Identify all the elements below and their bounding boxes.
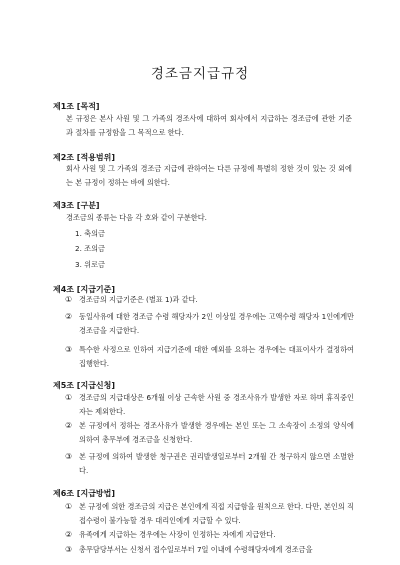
article-4-item-mark: ②	[65, 312, 73, 321]
article-5-heading: 제5조 [지급신청]	[53, 381, 116, 390]
article-4-item-text: 경조금의 지급기준은 (별표 1)과 같다.	[79, 295, 198, 304]
article-3-list-item: 1. 축의금	[75, 229, 105, 238]
article-5-item-mark: ②	[65, 421, 73, 430]
article-3-list-item: 3. 위로금	[75, 260, 105, 269]
article-1-heading: 제1조 [목적]	[53, 102, 100, 111]
document-title: 경조금지급규정	[150, 66, 250, 82]
article-2-heading: 제2조 [적용범위]	[53, 153, 116, 162]
article-5-item-text: 본 규정에서 정하는 경조사유가 발생한 경우에는 본인 또는 그 소속장이 소정의 양식에 의하여 총무부에 경조금을 신청한다.	[79, 421, 354, 444]
article-6-item-mark: ③	[65, 545, 73, 554]
article-5-item-mark: ③	[65, 452, 73, 461]
article-6-item-text: 본 규정에 의한 경조금의 지급은 본인에게 직접 지급함을 원칙으로 한다. 다만, 본인의 직접수령이 불가능할 경우 대리인에게 지급할 수 있다.	[79, 502, 354, 525]
article-6-item-mark: ①	[65, 502, 73, 511]
article-4-item-mark: ①	[65, 295, 73, 304]
article-2-text: 회사 사원 및 그 가족의 경조금 지급에 관하여는 다른 규정에 특별히 정한 것이 있는 것 외에는 본 규정이 정하는 바에 의한다.	[66, 164, 352, 187]
article-6-item-text: 유족에게 지급하는 경우에는 사장이 인정하는 자에게 지급한다.	[79, 530, 276, 539]
article-6-heading: 제6조 [지급방법]	[53, 489, 116, 498]
article-3-list-item: 2. 조의금	[75, 244, 105, 253]
article-4-heading: 제4조 [지급기준]	[53, 285, 116, 294]
article-6-item-mark: ②	[65, 530, 73, 539]
article-5-item-text: 본 규정에 의하여 발생한 청구권은 권리발생일로부터 2개월 간 청구하지 않으면 소멸한다.	[79, 452, 354, 475]
article-1-text: 본 규정은 본사 사원 및 그 가족의 경조사에 대하여 회사에서 지급하는 경조금에 관한 기준과 절차를 규정함을 그 목적으로 한다.	[66, 114, 352, 137]
article-6-item-text: 총무담당부서는 신청서 접수일로부터 7일 이내에 수령해당자에게 경조금을	[79, 545, 313, 554]
article-4-item-text: 특수한 사정으로 인하여 지급기준에 대한 예외를 요하는 경우에는 대표이사가 결정하여 집행한다.	[79, 345, 354, 368]
article-3-text: 경조금의 종류는 다음 각 호와 같이 구분한다.	[66, 213, 207, 222]
article-3-heading: 제3조 [구분]	[53, 201, 100, 210]
article-5-item-mark: ①	[65, 393, 73, 402]
article-4-item-text: 동일사유에 대한 경조금 수령 해당자가 2인 이상일 경우에는 고액수령 해당자 1인에게만 경조금을 지급한다.	[79, 312, 355, 335]
article-5-item-text: 경조금의 지급대상은 6개월 이상 근속한 사원 중 경조사유가 발생한 자로 하며 휴직중인 자는 제외한다.	[79, 393, 354, 416]
article-4-item-mark: ③	[65, 345, 73, 354]
